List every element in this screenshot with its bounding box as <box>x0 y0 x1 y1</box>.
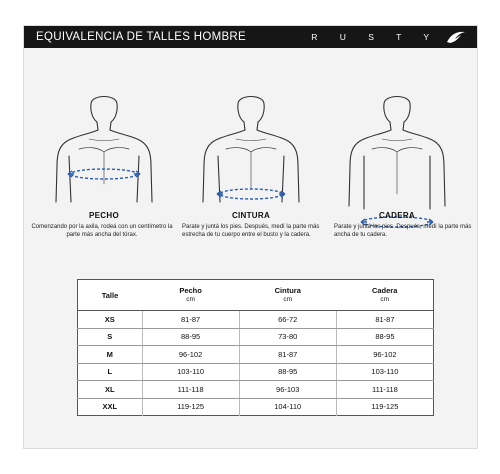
header-chest <box>142 280 239 311</box>
hip-label: CADERA <box>378 211 416 220</box>
header-waist-label: Cintura <box>274 286 301 295</box>
header-hip-unit: cm <box>380 296 389 303</box>
hip-cell: 88-95 <box>336 328 433 346</box>
size-cell: M <box>78 346 143 364</box>
header-waist-unit: cm <box>283 296 293 303</box>
rusty-logo-icon <box>445 30 467 44</box>
size-guide-card <box>23 25 478 449</box>
waist-cell: 81-87 <box>239 346 336 364</box>
chest-cell: 103-110 <box>142 363 239 381</box>
hip-cell: 96-102 <box>336 346 433 364</box>
guide-title: EQUIVALENCIA DE TALLES HOMBRE <box>36 31 247 43</box>
table-row <box>78 328 434 346</box>
size-cell: XS <box>78 311 143 329</box>
waist-cell: 104-110 <box>239 398 336 416</box>
size-cell: XXL <box>78 398 143 416</box>
table-row <box>78 363 434 381</box>
waist-description: Parate y juntá los pies. Después, medí la parte más estrecha de tu cuerpo entre el busto y la cadera. <box>182 224 320 238</box>
size-cell: L <box>78 363 143 381</box>
hip-description: Parate y juntá los pies. Después, medí la parte más ancha de tu cadera. <box>334 224 472 238</box>
header-chest-unit: cm <box>186 296 195 303</box>
chest-description: Comenzando por la axila, rodeá con un centímetro la parte más ancha del tórax. <box>31 224 173 238</box>
table-row <box>78 311 434 329</box>
size-cell: XL <box>78 381 143 399</box>
header-chest-label: Pecho <box>179 286 202 295</box>
chest-cell: 111-118 <box>142 381 239 399</box>
table-row <box>78 381 434 399</box>
hip-cell: 119-125 <box>371 402 399 412</box>
table-header-row <box>78 280 434 311</box>
size-table <box>77 279 434 416</box>
waist-cell: 88-95 <box>239 363 336 381</box>
size-cell: S <box>78 328 143 346</box>
header-hip-label: Cadera <box>371 286 398 295</box>
header-waist <box>239 280 336 311</box>
header-size-label: Talle <box>101 290 119 300</box>
brand-name: R U S T Y <box>311 32 439 42</box>
waist-measure-tape <box>220 189 282 199</box>
hip-cell: 81-87 <box>336 311 433 329</box>
waist-cell: 73-80 <box>239 328 336 346</box>
waist-cell: 66-72 <box>239 311 336 329</box>
chest-cell: 81-87 <box>142 311 239 329</box>
waist-label: CINTURA <box>231 211 271 220</box>
hip-cell: 103-110 <box>336 363 433 381</box>
chest-label: PECHO <box>89 211 119 220</box>
chest-cell: 119-125 <box>142 398 239 416</box>
chest-cell: 96-102 <box>142 346 239 364</box>
waist-cell: 96-103 <box>239 381 336 399</box>
table-row <box>78 398 434 416</box>
header-bar <box>24 26 477 48</box>
header-hip <box>336 280 433 311</box>
header-size <box>78 280 143 311</box>
chest-cell: 88-95 <box>142 328 239 346</box>
hip-cell: 111-118 <box>336 381 433 399</box>
table-row <box>78 346 434 364</box>
